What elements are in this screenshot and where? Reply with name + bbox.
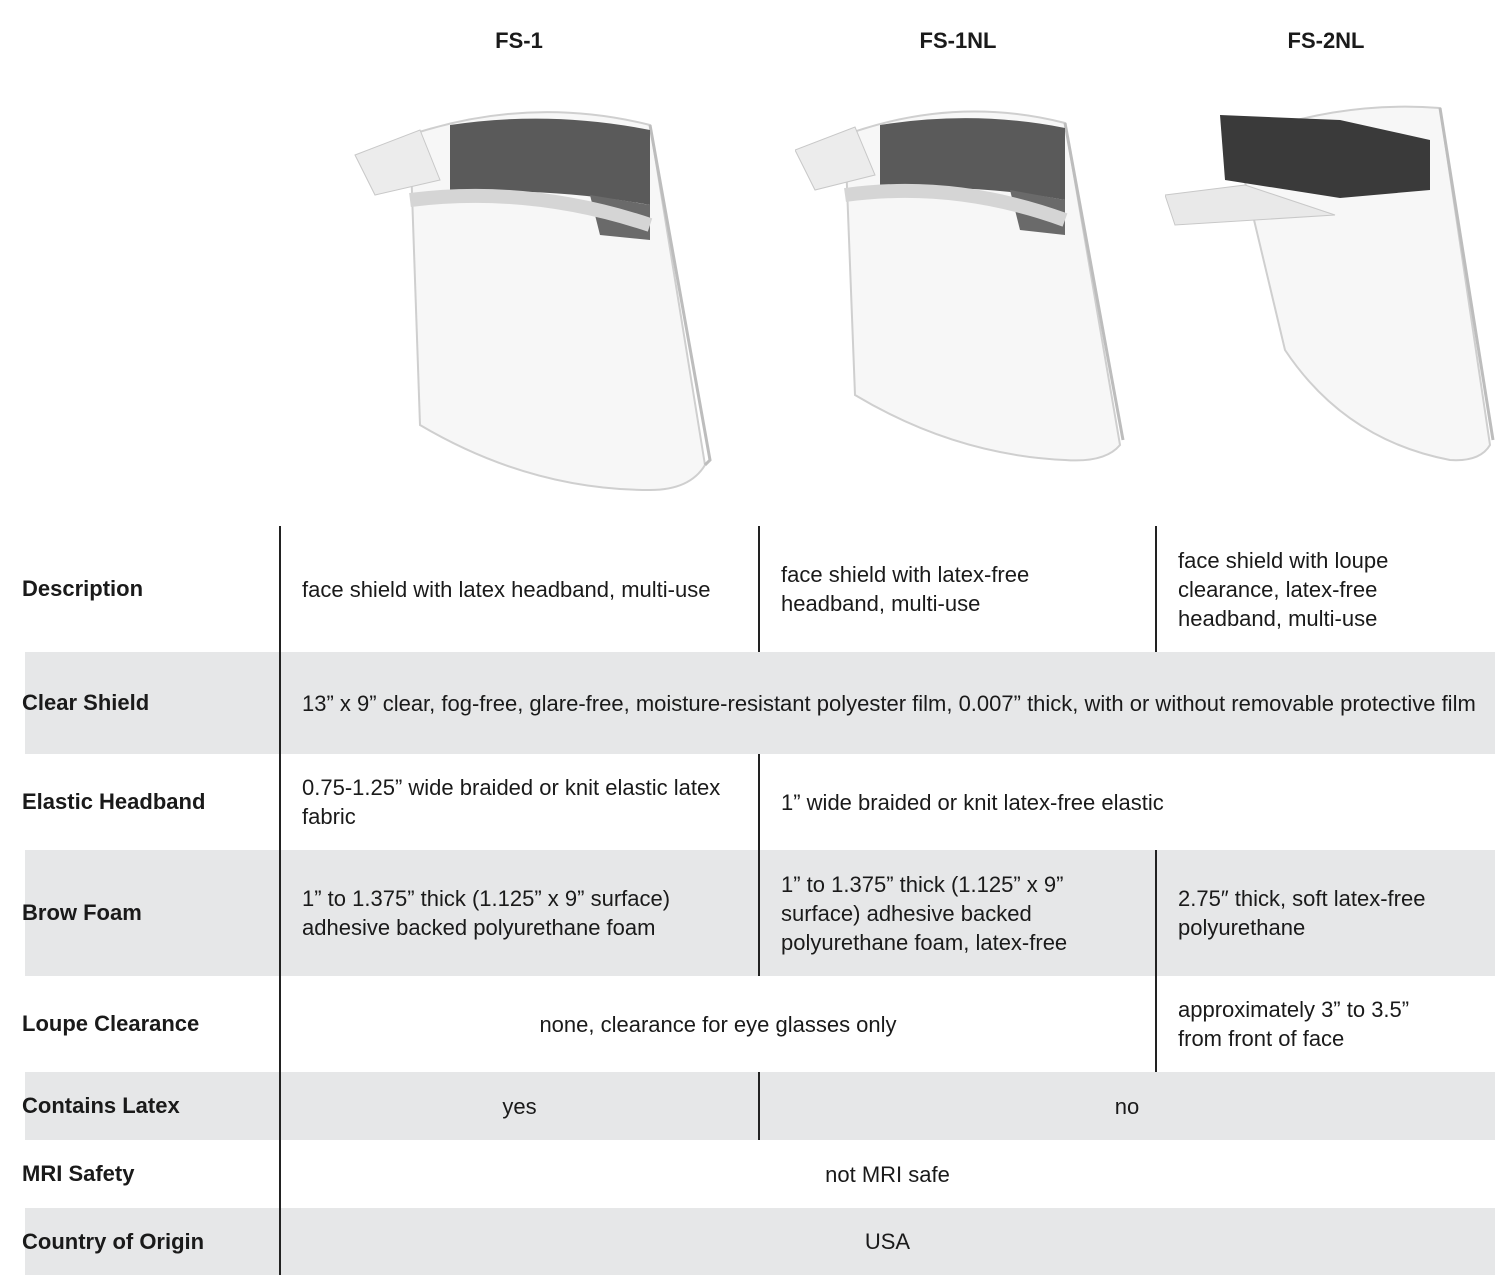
contains-latex-fs1: yes <box>502 1093 537 1119</box>
row-label-brow-foam: Brow Foam <box>22 900 142 925</box>
row-label-clear-shield: Clear Shield <box>22 690 150 715</box>
elastic-headband-fs1nl-fs2nl: 1” wide braided or knit latex-free elastic <box>781 789 1164 815</box>
brow-foam-fs1nl: 1” to 1.375” thick (1.125” x 9” surface) adhesive backed polyurethane foam, latex-free <box>781 871 1068 955</box>
contains-latex-fs1nl-fs2nl: no <box>1114 1093 1140 1119</box>
row-label-country-of-origin: Country of Origin <box>22 1228 205 1254</box>
brow-foam-fs2nl: 2.75″ thick, soft latex-free polyurethane <box>1178 886 1426 940</box>
mri-safety-all: not MRI safe <box>825 1161 950 1187</box>
row-label-description: Description <box>22 576 144 601</box>
product-header-fs2nl: FS-2NL <box>1287 28 1365 53</box>
description-fs1nl: face shield with latex-free headband, multi-use <box>781 562 1030 616</box>
row-label-loupe-clearance: Loupe Clearance <box>22 1011 200 1036</box>
face-shield-loupe-image <box>1165 100 1495 465</box>
face-shield-image <box>350 95 720 500</box>
clear-shield-all: 13” x 9” clear, fog-free, glare-free, moisture-resistant polyester film, 0.007” thick, with or without removable protective film <box>302 690 1476 716</box>
description-fs1: face shield with latex headband, multi-use <box>302 576 711 602</box>
row-label-mri-safety: MRI Safety <box>22 1161 135 1186</box>
row-label-contains-latex: Contains Latex <box>22 1093 180 1118</box>
description-fs2nl: face shield with loupe clearance, latex-free headband, multi-use <box>1178 547 1389 631</box>
product-header-fs1: FS-1 <box>495 28 543 53</box>
brow-foam-fs1: 1” to 1.375” thick (1.125” x 9” surface) adhesive backed polyurethane foam <box>302 886 671 940</box>
country-of-origin-all: USA <box>864 1229 911 1254</box>
loupe-clearance-fs1-fs1nl: none, clearance for eye glasses only <box>539 1011 897 1037</box>
row-label-elastic-headband: Elastic Headband <box>22 789 206 814</box>
loupe-clearance-fs2nl: approximately 3” to 3.5” from front of face <box>1178 997 1410 1051</box>
face-shield-image <box>795 95 1125 465</box>
product-header-fs1nl: FS-1NL <box>919 28 997 53</box>
elastic-headband-fs1: 0.75-1.25” wide braided or knit elastic latex fabric <box>302 775 721 829</box>
